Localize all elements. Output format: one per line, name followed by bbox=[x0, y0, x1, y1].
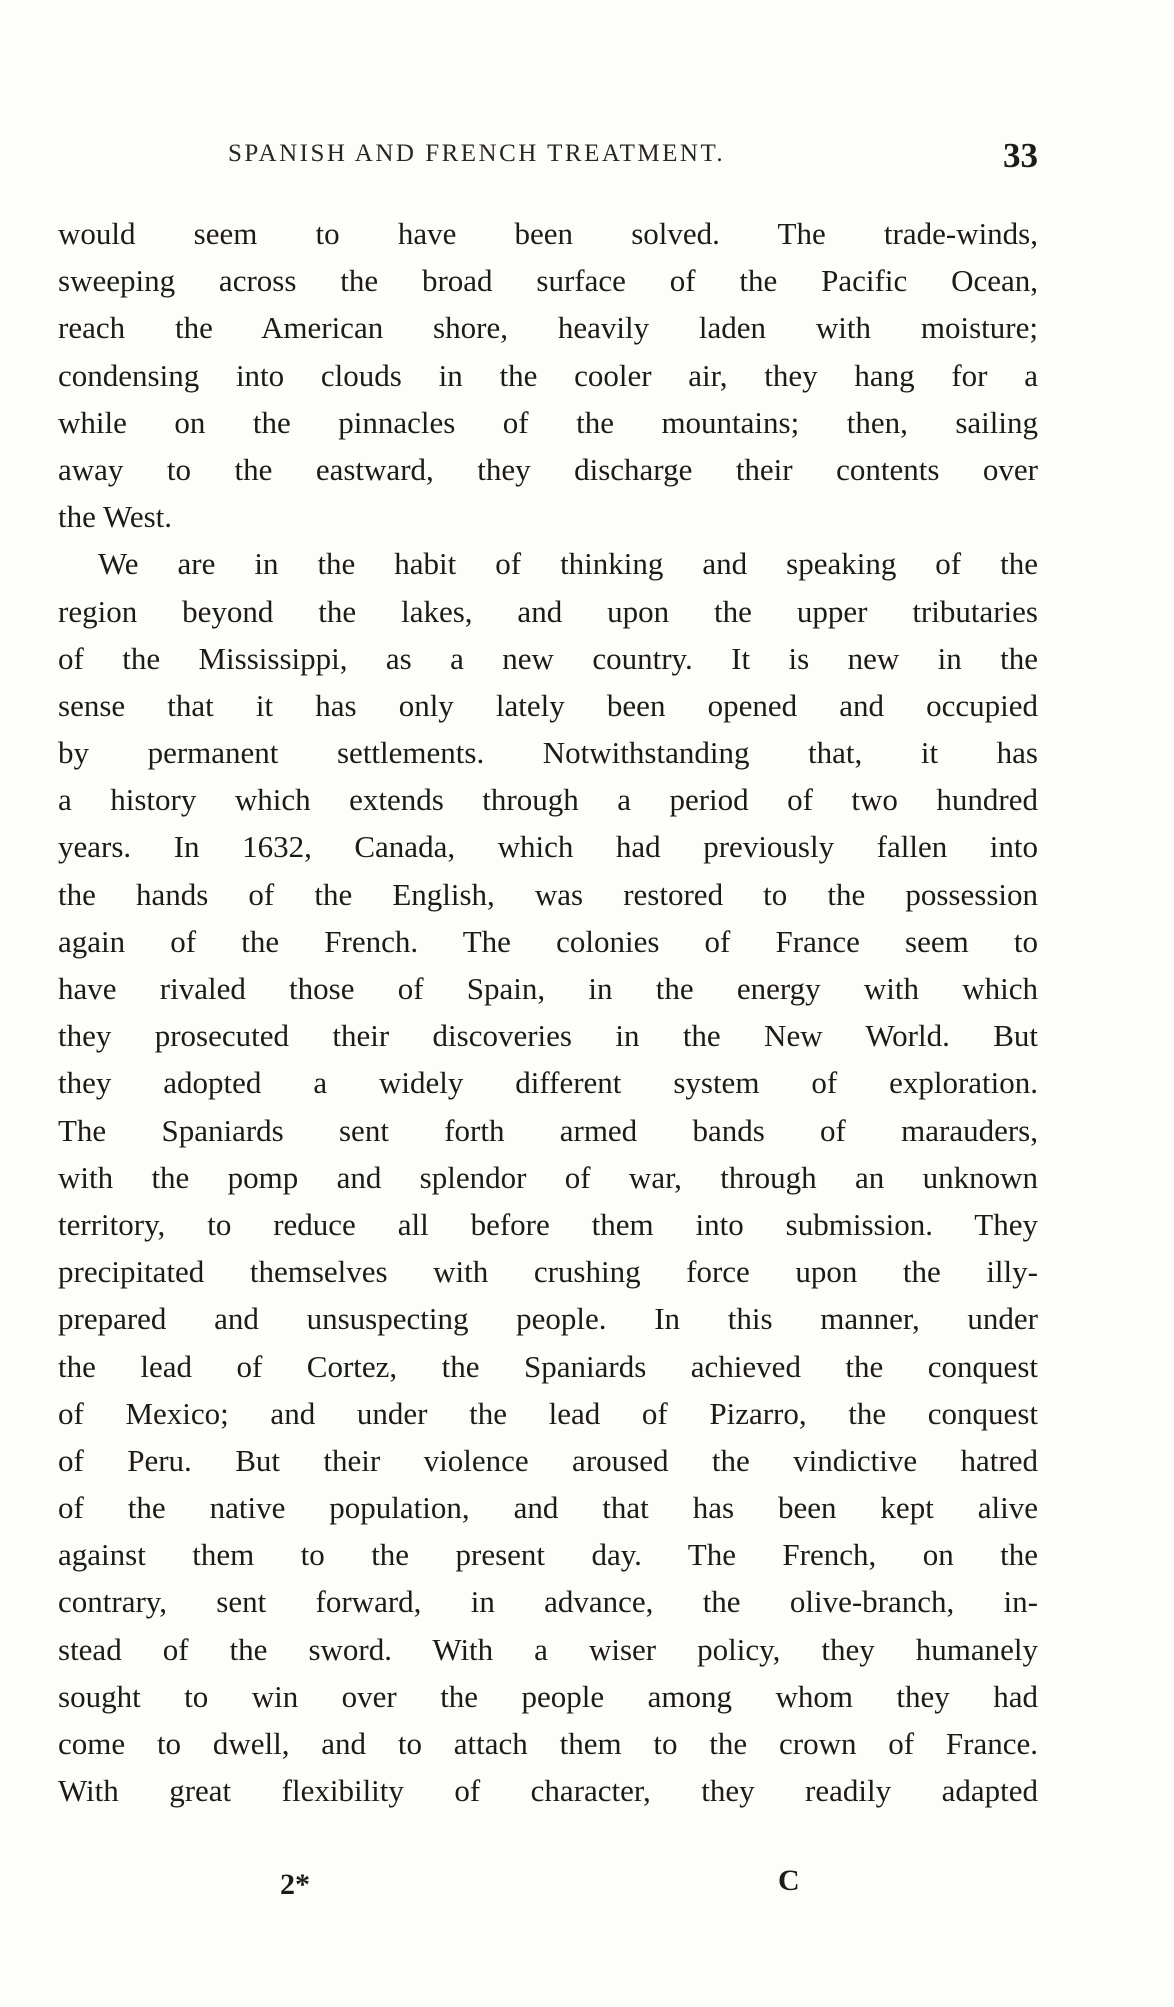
running-title: SPANISH AND FRENCH TREATMENT. bbox=[228, 140, 726, 167]
text-line: precipitated themselves with crushing force upon the illy- bbox=[58, 1254, 1038, 1290]
text-line: contrary, sent forward, in advance, the olive-branch, in- bbox=[58, 1584, 1038, 1620]
running-head bbox=[228, 136, 1038, 176]
text-line: sense that it has only lately been opened and occupied bbox=[58, 687, 1038, 723]
text-line: of the Mississippi, as a new country. It is new in the bbox=[58, 640, 1038, 676]
text-line: a history which extends through a period of two hundred bbox=[58, 782, 1038, 818]
text-line: With great flexibility of character, they readily adapted bbox=[58, 1773, 1038, 1809]
text-line: come to dwell, and to attach them to the crown of France. bbox=[58, 1726, 1038, 1761]
text-line: years. In 1632, Canada, which had previously fallen into bbox=[58, 829, 1038, 865]
text-line: stead of the sword. With a wiser policy, they humanely bbox=[58, 1631, 1038, 1667]
text-line: of Mexico; and under the lead of Pizarro, the conquest bbox=[58, 1395, 1038, 1431]
paragraph-1 bbox=[58, 210, 1038, 540]
text-line: they adopted a widely different system of exploration. bbox=[58, 1065, 1038, 1101]
text-line: sweeping across the broad surface of the Pacific Ocean, bbox=[58, 263, 1038, 299]
text-line: the hands of the English, was restored to the possession bbox=[58, 876, 1038, 912]
gathering-mark: C bbox=[778, 1864, 800, 1897]
signature-mark: 2* bbox=[280, 1868, 310, 1901]
text-line: have rivaled those of Spain, in the energy with which bbox=[58, 971, 1038, 1006]
text-line: condensing into clouds in the cooler air, they hang for a bbox=[58, 357, 1038, 393]
text-line: territory, to reduce all before them into submission. They bbox=[58, 1206, 1038, 1242]
text-line: while on the pinnacles of the mountains; then, sailing bbox=[58, 404, 1038, 440]
text-line: away to the eastward, they discharge their contents over bbox=[58, 451, 1038, 487]
page-number: 33 bbox=[1003, 136, 1038, 175]
text-line: of the native population, and that has been kept alive bbox=[58, 1490, 1038, 1526]
text-line: again of the French. The colonies of France seem to bbox=[58, 923, 1038, 959]
text-line: by permanent settlements. Notwithstanding that, it has bbox=[58, 735, 1038, 771]
text-line: of Peru. But their violence aroused the vindictive hatred bbox=[58, 1442, 1038, 1478]
text-line: sought to win over the people among whom they had bbox=[58, 1678, 1038, 1714]
text-line: would seem to have been solved. The trade-winds, bbox=[58, 216, 1038, 251]
text-line: the lead of Cortez, the Spaniards achieved the conquest bbox=[58, 1348, 1038, 1384]
text-line: the West. bbox=[58, 499, 173, 535]
text-line: with the pomp and splendor of war, through an unknown bbox=[58, 1159, 1038, 1195]
text-line: prepared and unsuspecting people. In this manner, under bbox=[58, 1301, 1038, 1337]
text-line: against them to the present day. The French, on the bbox=[58, 1537, 1038, 1573]
paragraph-2 bbox=[58, 540, 1038, 1814]
text-line: We are in the habit of thinking and speaking of the bbox=[98, 546, 1038, 582]
body-text bbox=[58, 210, 1038, 1814]
text-line: The Spaniards sent forth armed bands of marauders, bbox=[58, 1112, 1038, 1148]
text-line: region beyond the lakes, and upon the upper tributaries bbox=[58, 593, 1038, 629]
text-line: reach the American shore, heavily laden with moisture; bbox=[58, 310, 1038, 346]
text-line: they prosecuted their discoveries in the New World. But bbox=[58, 1018, 1038, 1054]
